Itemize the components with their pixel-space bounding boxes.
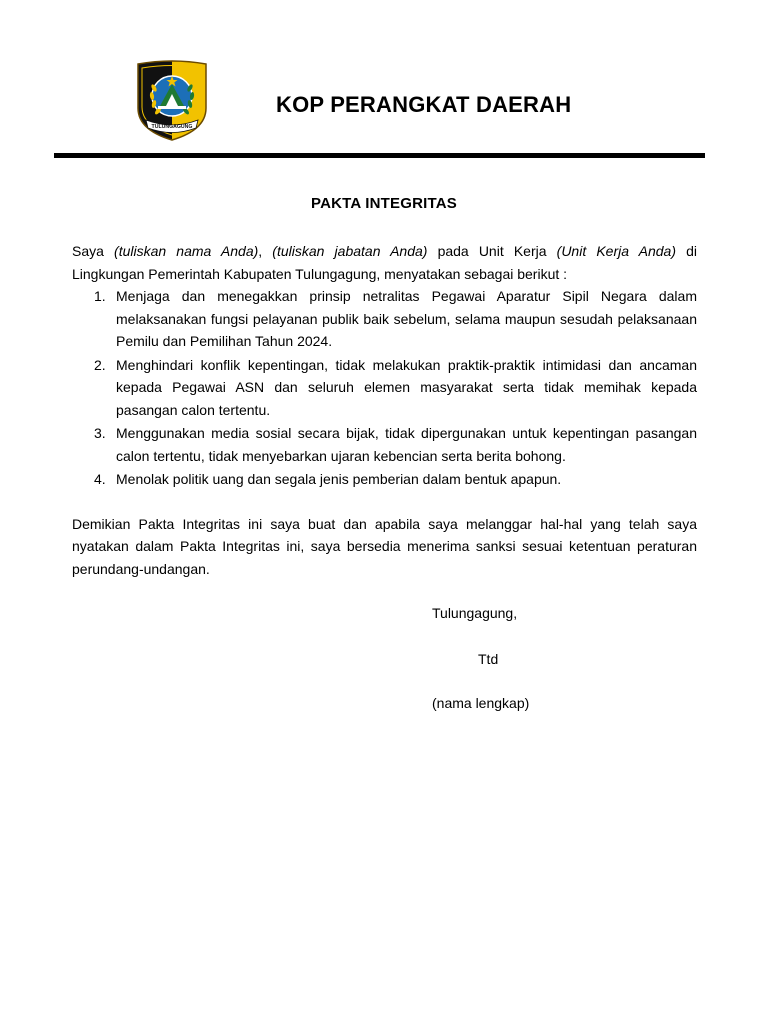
intro-unit-kerja: pada Unit Kerja (437, 243, 547, 259)
list-item-text: Menghindari konflik kepentingan, tidak melakukan praktik-praktik intimidasi dan ancaman kepada Pegawai ASN dan seluruh elemen masyarakat serta tidak memihak kepada pasangan calon tertentu. (116, 356, 697, 418)
list-item-number: 2. (94, 356, 106, 373)
tulungagung-emblem-logo (132, 58, 212, 142)
list-item (72, 468, 697, 491)
letterhead-divider (54, 153, 705, 158)
list-item (72, 285, 697, 353)
commitment-list (72, 285, 697, 491)
signature-place: Tulungagung, (432, 605, 518, 621)
list-item-number: 3. (94, 425, 106, 441)
signature-name: (nama lengkap) (432, 695, 530, 711)
intro-word-saya: Saya (72, 243, 104, 259)
placeholder-nama: (tuliskan nama Anda) (114, 243, 259, 259)
list-item-text: Menggunakan media sosial secara bijak, tidak dipergunakan untuk kepentingan pasangan calon tertentu, tidak menyebarkan ujaran kebencian serta berita bohong. (116, 425, 697, 464)
list-item-text: Menjaga dan menegakkan prinsip netralitas Pegawai Aparatur Sipil Negara dalam melaksanakan fungsi pelayanan publik baik sebelum, selama maupun sesudah pelaksanaan Pemilu dan Pemilihan Tahun 2024. (116, 288, 697, 349)
document-title: PAKTA INTEGRITAS (311, 195, 457, 212)
letterhead-title: KOP PERANGKAT DAERAH (276, 92, 572, 117)
list-item-text: Menolak politik uang dan segala jenis pemberian dalam bentuk apapun. (116, 471, 562, 487)
signature-ttd: Ttd (478, 651, 499, 667)
emblem-ribbon-text: TULUNGAGUNG (151, 124, 193, 130)
placeholder-unit-kerja: (Unit Kerja Anda) (556, 243, 676, 259)
placeholder-jabatan: (tuliskan jabatan Anda) (272, 243, 428, 259)
list-item (72, 422, 697, 467)
document-body (72, 240, 697, 580)
list-item (72, 354, 697, 422)
intro-comma: , (258, 243, 263, 259)
intro-line-1 (72, 240, 697, 263)
list-item-number: 4. (94, 471, 106, 487)
list-item-number: 1. (94, 288, 106, 304)
closing-paragraph: Demikian Pakta Integritas ini saya buat dan apabila saya melanggar hal-hal yang telah saya nyatakan dalam Pakta Integritas ini, saya bersedia menerima sanksi sesuai ketentuan peraturan perundang-undangan. (72, 515, 697, 577)
intro-line-2: Lingkungan Pemerintah Kabupaten Tulungagung, menyatakan sebagai berikut : (72, 265, 568, 282)
intro-word-di: di (686, 243, 698, 259)
